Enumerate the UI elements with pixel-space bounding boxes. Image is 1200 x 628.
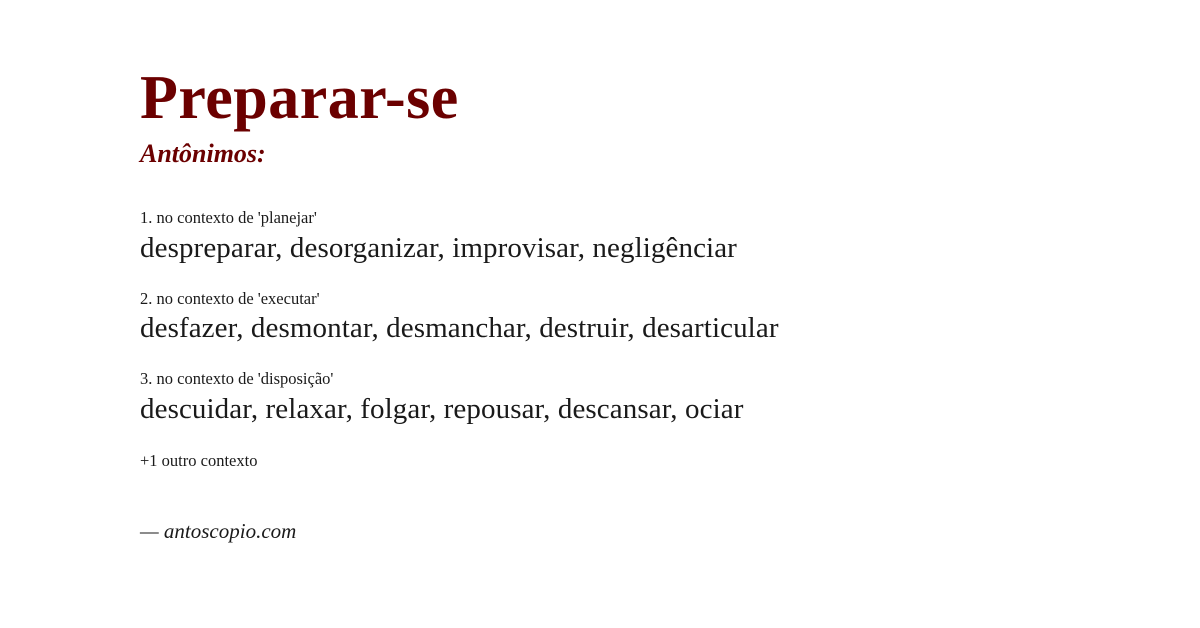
list-item — [140, 288, 1060, 347]
more-contexts-note: +1 outro contexto — [140, 451, 258, 471]
section-subtitle: Antônimos: — [140, 139, 266, 169]
list-item — [140, 368, 1060, 427]
sense-context-label: 2. no contexto de 'executar' — [140, 288, 320, 308]
list-item — [140, 207, 1060, 266]
page-title: Preparar-se — [140, 64, 459, 132]
source-attribution: — antoscopio.com — [140, 519, 297, 544]
sense-context-label: 1. no contexto de 'planejar' — [140, 208, 317, 228]
sense-words: desfazer, desmontar, desmanchar, destruir, desarticular — [140, 312, 779, 345]
sense-words: descuidar, relaxar, folgar, repousar, descansar, ociar — [140, 392, 744, 425]
sense-context-label: 3. no contexto de 'disposição' — [140, 369, 334, 389]
sense-words: despreparar, desorganizar, improvisar, negligênciar — [140, 231, 737, 264]
sense-list — [140, 207, 1060, 427]
